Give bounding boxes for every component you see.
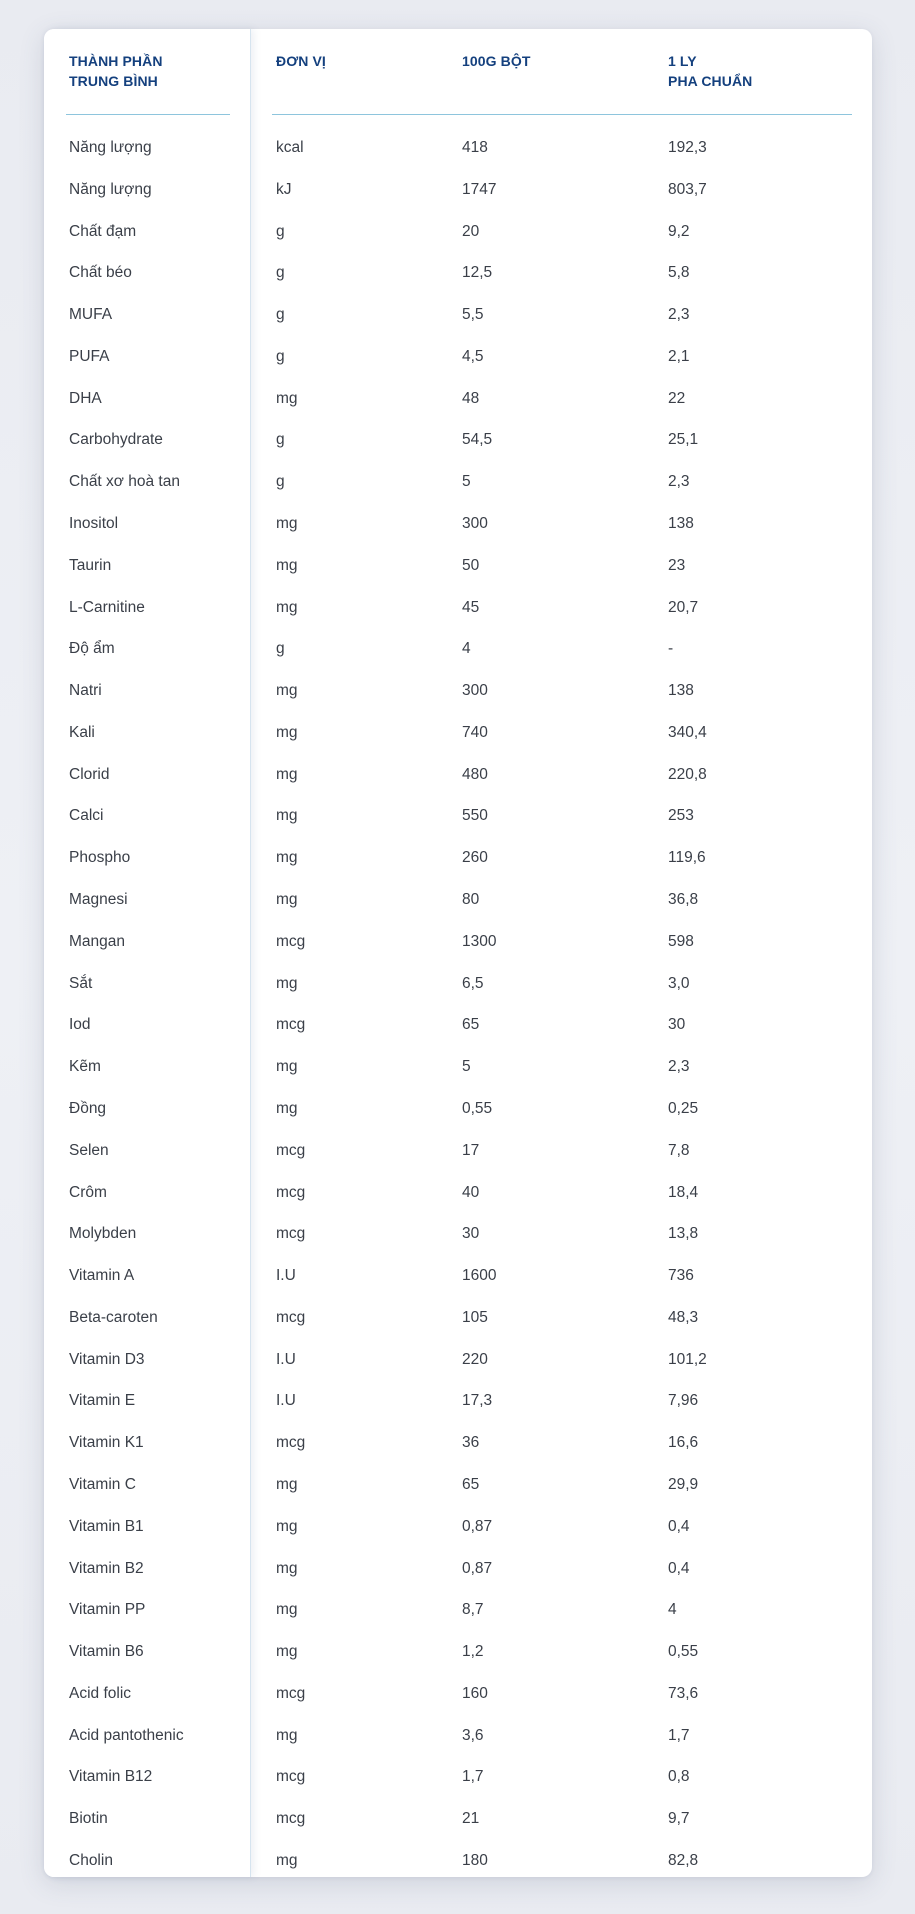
per-100g-value: 65 bbox=[462, 1476, 480, 1493]
header-per-glass-line-2: PHA CHUẨN bbox=[668, 73, 753, 89]
per-100g-value: 80 bbox=[462, 891, 480, 908]
unit: mcg bbox=[276, 1016, 306, 1033]
ingredient-name: Vitamin K1 bbox=[69, 1434, 144, 1451]
per-glass-value: 598 bbox=[668, 933, 694, 950]
per-100g-value: 6,5 bbox=[462, 975, 484, 992]
per-glass-value: 20,7 bbox=[668, 599, 699, 616]
table-row bbox=[44, 930, 872, 954]
per-100g-value: 12,5 bbox=[462, 264, 493, 281]
table-row bbox=[44, 1807, 872, 1831]
ingredient-name: Vitamin B6 bbox=[69, 1643, 144, 1660]
ingredient-name: Vitamin B2 bbox=[69, 1560, 144, 1577]
per-100g-value: 300 bbox=[462, 682, 488, 699]
unit: g bbox=[276, 223, 285, 240]
table-row bbox=[44, 637, 872, 661]
unit: mg bbox=[276, 766, 298, 783]
ingredient-name: Beta-caroten bbox=[69, 1309, 158, 1326]
ingredient-name: Clorid bbox=[69, 766, 110, 783]
table-row bbox=[44, 763, 872, 787]
per-glass-value: 253 bbox=[668, 807, 694, 824]
per-glass-value: 138 bbox=[668, 682, 694, 699]
ingredient-name: Carbohydrate bbox=[69, 431, 163, 448]
per-glass-value: 2,3 bbox=[668, 473, 690, 490]
per-glass-value: 736 bbox=[668, 1267, 694, 1284]
unit: I.U bbox=[276, 1351, 296, 1368]
header-per-glass-line-1: 1 LY bbox=[668, 53, 697, 69]
ingredient-name: Vitamin B1 bbox=[69, 1518, 144, 1535]
per-100g-value: 740 bbox=[462, 724, 488, 741]
table-row bbox=[44, 1765, 872, 1789]
unit: mg bbox=[276, 599, 298, 616]
unit: I.U bbox=[276, 1267, 296, 1284]
ingredient-name: Mangan bbox=[69, 933, 126, 950]
per-glass-value: 29,9 bbox=[668, 1476, 699, 1493]
table-row bbox=[44, 1222, 872, 1246]
per-glass-value: 18,4 bbox=[668, 1184, 699, 1201]
unit: kJ bbox=[276, 181, 292, 198]
table-row bbox=[44, 1557, 872, 1581]
table-row bbox=[44, 888, 872, 912]
ingredient-name: Phospho bbox=[69, 849, 131, 866]
per-glass-value: 7,96 bbox=[668, 1392, 699, 1409]
ingredient-name: Chất đạm bbox=[69, 223, 137, 240]
header-divider-left bbox=[66, 114, 230, 115]
nutrition-table-card bbox=[44, 29, 872, 1877]
per-glass-value: 0,8 bbox=[668, 1768, 690, 1785]
per-100g-value: 17 bbox=[462, 1142, 480, 1159]
unit: mg bbox=[276, 515, 298, 532]
table-row bbox=[44, 428, 872, 452]
per-glass-value: 13,8 bbox=[668, 1225, 699, 1242]
ingredient-name: Năng lượng bbox=[69, 181, 152, 198]
header-ingredient-line-2: TRUNG BÌNH bbox=[69, 73, 158, 89]
unit: mg bbox=[276, 724, 298, 741]
per-glass-value: 16,6 bbox=[668, 1434, 699, 1451]
header-divider-right bbox=[272, 114, 852, 115]
unit: mg bbox=[276, 1643, 298, 1660]
per-glass-value: 73,6 bbox=[668, 1685, 699, 1702]
unit: I.U bbox=[276, 1392, 296, 1409]
per-100g-value: 48 bbox=[462, 390, 480, 407]
header-per-100g bbox=[462, 51, 531, 71]
per-glass-value: 0,25 bbox=[668, 1100, 699, 1117]
per-100g-value: 1747 bbox=[462, 181, 497, 198]
unit: mg bbox=[276, 1560, 298, 1577]
per-glass-value: 7,8 bbox=[668, 1142, 690, 1159]
table-row bbox=[44, 512, 872, 536]
unit: mg bbox=[276, 682, 298, 699]
ingredient-name: Natri bbox=[69, 682, 102, 699]
per-100g-value: 20 bbox=[462, 223, 480, 240]
ingredient-name: Vitamin E bbox=[69, 1392, 136, 1409]
table-row bbox=[44, 345, 872, 369]
unit: mg bbox=[276, 390, 298, 407]
table-row bbox=[44, 1055, 872, 1079]
per-glass-value: 82,8 bbox=[668, 1852, 699, 1869]
unit: mg bbox=[276, 1727, 298, 1744]
per-glass-value: 2,3 bbox=[668, 1058, 690, 1075]
table-row bbox=[44, 1473, 872, 1497]
table-row bbox=[44, 261, 872, 285]
per-glass-value: 138 bbox=[668, 515, 694, 532]
per-glass-value: 30 bbox=[668, 1016, 686, 1033]
ingredient-name: Chất xơ hoà tan bbox=[69, 473, 180, 490]
unit: g bbox=[276, 640, 285, 657]
table-row bbox=[44, 178, 872, 202]
unit: mg bbox=[276, 1476, 298, 1493]
unit: mg bbox=[276, 1601, 298, 1618]
per-100g-value: 40 bbox=[462, 1184, 480, 1201]
per-glass-value: 0,4 bbox=[668, 1560, 690, 1577]
unit: kcal bbox=[276, 139, 304, 156]
table-row bbox=[44, 220, 872, 244]
ingredient-name: Vitamin A bbox=[69, 1267, 135, 1284]
unit: g bbox=[276, 264, 285, 281]
per-100g-value: 0,87 bbox=[462, 1518, 493, 1535]
table-row bbox=[44, 1431, 872, 1455]
ingredient-name: Magnesi bbox=[69, 891, 128, 908]
per-100g-value: 1600 bbox=[462, 1267, 497, 1284]
ingredient-name: Selen bbox=[69, 1142, 109, 1159]
unit: mg bbox=[276, 1518, 298, 1535]
unit: mcg bbox=[276, 1184, 306, 1201]
per-100g-value: 5 bbox=[462, 1058, 471, 1075]
table-row bbox=[44, 136, 872, 160]
ingredient-name: Vitamin D3 bbox=[69, 1351, 145, 1368]
ingredient-name: Vitamin C bbox=[69, 1476, 136, 1493]
per-glass-value: 23 bbox=[668, 557, 686, 574]
per-100g-value: 300 bbox=[462, 515, 488, 532]
table-row bbox=[44, 1598, 872, 1622]
per-100g-value: 4 bbox=[462, 640, 471, 657]
ingredient-name: Cholin bbox=[69, 1852, 113, 1869]
ingredient-name: Crôm bbox=[69, 1184, 107, 1201]
table-row bbox=[44, 303, 872, 327]
per-100g-value: 1300 bbox=[462, 933, 497, 950]
unit: mg bbox=[276, 1852, 298, 1869]
ingredient-name: Iod bbox=[69, 1016, 91, 1033]
per-100g-value: 160 bbox=[462, 1685, 488, 1702]
ingredient-name: Acid folic bbox=[69, 1685, 132, 1702]
per-100g-value: 105 bbox=[462, 1309, 488, 1326]
header-unit bbox=[276, 51, 326, 71]
per-100g-value: 1,2 bbox=[462, 1643, 484, 1660]
ingredient-name: Vitamin PP bbox=[69, 1601, 146, 1618]
per-glass-value: 192,3 bbox=[668, 139, 707, 156]
table-row bbox=[44, 1849, 872, 1873]
per-glass-value: 803,7 bbox=[668, 181, 707, 198]
table-row bbox=[44, 1097, 872, 1121]
table-row bbox=[44, 1389, 872, 1413]
per-glass-value: 2,1 bbox=[668, 348, 690, 365]
per-100g-value: 21 bbox=[462, 1810, 480, 1827]
unit: g bbox=[276, 431, 285, 448]
ingredient-name: MUFA bbox=[69, 306, 113, 323]
per-glass-value: 101,2 bbox=[668, 1351, 707, 1368]
table-row bbox=[44, 387, 872, 411]
table-row bbox=[44, 1348, 872, 1372]
unit: mg bbox=[276, 891, 298, 908]
unit: mcg bbox=[276, 1225, 306, 1242]
header-ingredient-line-1: THÀNH PHẦN bbox=[69, 53, 163, 69]
per-glass-value: 25,1 bbox=[668, 431, 699, 448]
per-glass-value: 0,4 bbox=[668, 1518, 690, 1535]
table-row bbox=[44, 721, 872, 745]
per-100g-value: 3,6 bbox=[462, 1727, 484, 1744]
unit: g bbox=[276, 306, 285, 323]
table-row bbox=[44, 470, 872, 494]
per-100g-value: 50 bbox=[462, 557, 480, 574]
ingredient-name: Vitamin B12 bbox=[69, 1768, 153, 1785]
ingredient-name: Sắt bbox=[69, 975, 93, 992]
table-row bbox=[44, 1306, 872, 1330]
table-row bbox=[44, 554, 872, 578]
per-100g-value: 0,55 bbox=[462, 1100, 493, 1117]
per-glass-value: - bbox=[668, 640, 674, 657]
ingredient-name: Độ ẩm bbox=[69, 640, 115, 657]
per-100g-value: 54,5 bbox=[462, 431, 493, 448]
table-row bbox=[44, 804, 872, 828]
table-row bbox=[44, 1515, 872, 1539]
unit: mcg bbox=[276, 1309, 306, 1326]
per-100g-value: 30 bbox=[462, 1225, 480, 1242]
unit: mcg bbox=[276, 1768, 306, 1785]
header-unit-line-1: ĐƠN VỊ bbox=[276, 53, 326, 69]
per-glass-value: 5,8 bbox=[668, 264, 690, 281]
unit: mcg bbox=[276, 1810, 306, 1827]
per-100g-value: 1,7 bbox=[462, 1768, 484, 1785]
unit: mg bbox=[276, 1058, 298, 1075]
unit: mcg bbox=[276, 1685, 306, 1702]
table-row bbox=[44, 1013, 872, 1037]
unit: g bbox=[276, 348, 285, 365]
ingredient-name: Kali bbox=[69, 724, 95, 741]
ingredient-name: Chất béo bbox=[69, 264, 132, 281]
ingredient-name: Đồng bbox=[69, 1100, 107, 1117]
ingredient-name: PUFA bbox=[69, 348, 110, 365]
ingredient-name: Molybden bbox=[69, 1225, 137, 1242]
unit: mcg bbox=[276, 1142, 306, 1159]
table-row bbox=[44, 846, 872, 870]
per-100g-value: 0,87 bbox=[462, 1560, 493, 1577]
unit: g bbox=[276, 473, 285, 490]
per-100g-value: 5 bbox=[462, 473, 471, 490]
header-ingredient bbox=[69, 51, 163, 91]
header-per-glass bbox=[668, 51, 752, 91]
unit: mg bbox=[276, 975, 298, 992]
per-100g-value: 36 bbox=[462, 1434, 480, 1451]
per-glass-value: 340,4 bbox=[668, 724, 707, 741]
per-glass-value: 1,7 bbox=[668, 1727, 690, 1744]
per-100g-value: 180 bbox=[462, 1852, 488, 1869]
unit: mcg bbox=[276, 1434, 306, 1451]
table-row bbox=[44, 1640, 872, 1664]
per-100g-value: 418 bbox=[462, 139, 488, 156]
table-row bbox=[44, 1264, 872, 1288]
per-glass-value: 119,6 bbox=[668, 849, 706, 866]
per-100g-value: 65 bbox=[462, 1016, 480, 1033]
per-100g-value: 220 bbox=[462, 1351, 488, 1368]
unit: mg bbox=[276, 807, 298, 824]
ingredient-name: L-Carnitine bbox=[69, 599, 145, 616]
ingredient-name: Biotin bbox=[69, 1810, 108, 1827]
table-row bbox=[44, 596, 872, 620]
per-100g-value: 550 bbox=[462, 807, 488, 824]
ingredient-name: Inositol bbox=[69, 515, 119, 532]
ingredient-name: Năng lượng bbox=[69, 139, 152, 156]
unit: mg bbox=[276, 557, 298, 574]
per-100g-value: 17,3 bbox=[462, 1392, 493, 1409]
ingredient-name: Acid pantothenic bbox=[69, 1727, 184, 1744]
ingredient-name: Calci bbox=[69, 807, 104, 824]
per-100g-value: 5,5 bbox=[462, 306, 484, 323]
table-row bbox=[44, 679, 872, 703]
per-glass-value: 9,2 bbox=[668, 223, 690, 240]
per-glass-value: 22 bbox=[668, 390, 686, 407]
per-100g-value: 45 bbox=[462, 599, 480, 616]
table-row bbox=[44, 1682, 872, 1706]
per-100g-value: 8,7 bbox=[462, 1601, 484, 1618]
per-glass-value: 0,55 bbox=[668, 1643, 699, 1660]
per-glass-value: 3,0 bbox=[668, 975, 690, 992]
per-glass-value: 4 bbox=[668, 1601, 677, 1618]
per-glass-value: 36,8 bbox=[668, 891, 699, 908]
ingredient-name: Kẽm bbox=[69, 1058, 101, 1075]
ingredient-name: DHA bbox=[69, 390, 102, 407]
unit: mg bbox=[276, 1100, 298, 1117]
per-100g-value: 260 bbox=[462, 849, 488, 866]
ingredient-name: Taurin bbox=[69, 557, 112, 574]
header-per-100g-line-1: 100G BỘT bbox=[462, 53, 531, 69]
per-glass-value: 220,8 bbox=[668, 766, 707, 783]
per-100g-value: 480 bbox=[462, 766, 488, 783]
unit: mcg bbox=[276, 933, 306, 950]
table-row bbox=[44, 1139, 872, 1163]
table-row bbox=[44, 972, 872, 996]
unit: mg bbox=[276, 849, 298, 866]
table-row bbox=[44, 1724, 872, 1748]
per-glass-value: 2,3 bbox=[668, 306, 690, 323]
per-glass-value: 48,3 bbox=[668, 1309, 699, 1326]
table-row bbox=[44, 1181, 872, 1205]
per-glass-value: 9,7 bbox=[668, 1810, 690, 1827]
per-100g-value: 4,5 bbox=[462, 348, 484, 365]
